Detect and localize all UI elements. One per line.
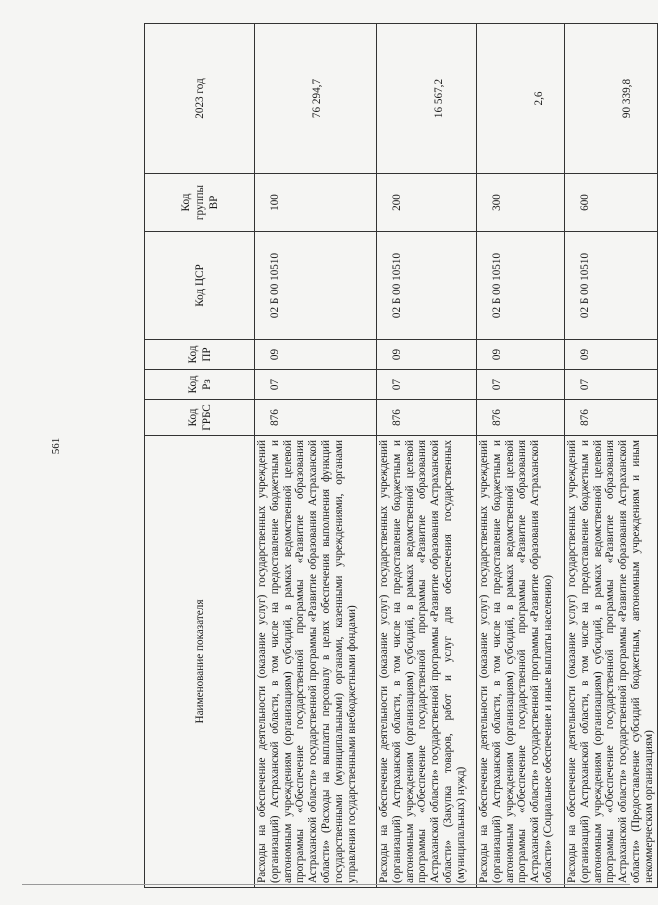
scan-edge-line [22,884,630,885]
row-rz: 07 [477,370,565,400]
row-description: Расходы на обеспечение деятельности (оказание услуг) государственных учреждений (организаций) Астраханской области, в том числе на предоставление бюджетным и автономным учреждениям (организациям) субсидий, в рамках ведомственной целевой программы «Обеспечение государственной программы «Развитие образования Астраханской области» государственной программы «Развитие образования Астраханской области» (Расходы на выплаты персоналу в целях обеспечения выполнения функций государственными (муниципальными) органами, казенными учреждениями, органами управления государственными внебюджетными фондами) [255,436,377,888]
table-row [255,24,377,888]
col-header-name: Наименование показателя [145,436,255,888]
table-row [377,24,477,888]
page-number: 561 [50,437,62,455]
row-csr: 02 Б 00 10510 [477,232,565,340]
row-vr: 100 [255,174,377,232]
table-row [565,24,658,888]
col-header-rz: Код Рз [145,370,255,400]
budget-table [144,23,658,888]
row-grbs: 876 [565,400,658,436]
row-csr: 02 Б 00 10510 [255,232,377,340]
row-amount: 90 339,8 [565,24,658,174]
row-amount: 76 294,7 [255,24,377,174]
row-amount: 16 567,2 [377,24,477,174]
row-grbs: 876 [377,400,477,436]
col-header-vr: Код группы ВР [145,174,255,232]
row-csr: 02 Б 00 10510 [565,232,658,340]
row-vr: 200 [377,174,477,232]
row-amount: 2,6 [477,24,565,174]
col-header-csr: Код ЦСР [145,232,255,340]
row-grbs: 876 [255,400,377,436]
row-vr: 300 [477,174,565,232]
col-header-year: 2023 год [145,24,255,174]
row-vr: 600 [565,174,658,232]
row-pr: 09 [565,340,658,370]
row-rz: 07 [255,370,377,400]
row-grbs: 876 [477,400,565,436]
row-description: Расходы на обеспечение деятельности (оказание услуг) государственных учреждений (организаций) Астраханской области, в том числе на предоставление бюджетным и автономным учреждениям (организациям) субсидий, в рамках ведомственной целевой программы «Обеспечение государственной программы «Развитие образования Астраханской области» государственной программы «Развитие образования Астраханской области» (Социальное обеспечение и иные выплаты населению) [477,436,565,888]
row-pr: 09 [477,340,565,370]
row-pr: 09 [255,340,377,370]
table-header-row [145,24,255,888]
col-header-pr: Код ПР [145,340,255,370]
row-pr: 09 [377,340,477,370]
row-csr: 02 Б 00 10510 [377,232,477,340]
rotated-page [144,24,655,888]
row-rz: 07 [565,370,658,400]
row-description: Расходы на обеспечение деятельности (оказание услуг) государственных учреждений (организаций) Астраханской области, в том числе на предоставление бюджетным и автономным учреждениям (организациям) субсидий, в рамках ведомственной целевой программы «Обеспечение государственной программы «Развитие образования Астраханской области» государственной программы «Развитие образования Астраханской области» (Предоставление субсидий бюджетным, автономным учреждениям и иным некоммерческим организациям) [565,436,658,888]
col-header-grbs: Код ГРБС [145,400,255,436]
table-row [477,24,565,888]
row-description: Расходы на обеспечение деятельности (оказание услуг) государственных учреждений (организаций) Астраханской области, в том числе на предоставление бюджетным и автономным учреждениям (организациям) субсидий, в рамках ведомственной целевой программы «Обеспечение государственной программы «Развитие образования Астраханской области» государственной программы «Развитие образования Астраханской области» (Закупка товаров, работ и услуг для обеспечения государственных (муниципальных) нужд) [377,436,477,888]
row-rz: 07 [377,370,477,400]
